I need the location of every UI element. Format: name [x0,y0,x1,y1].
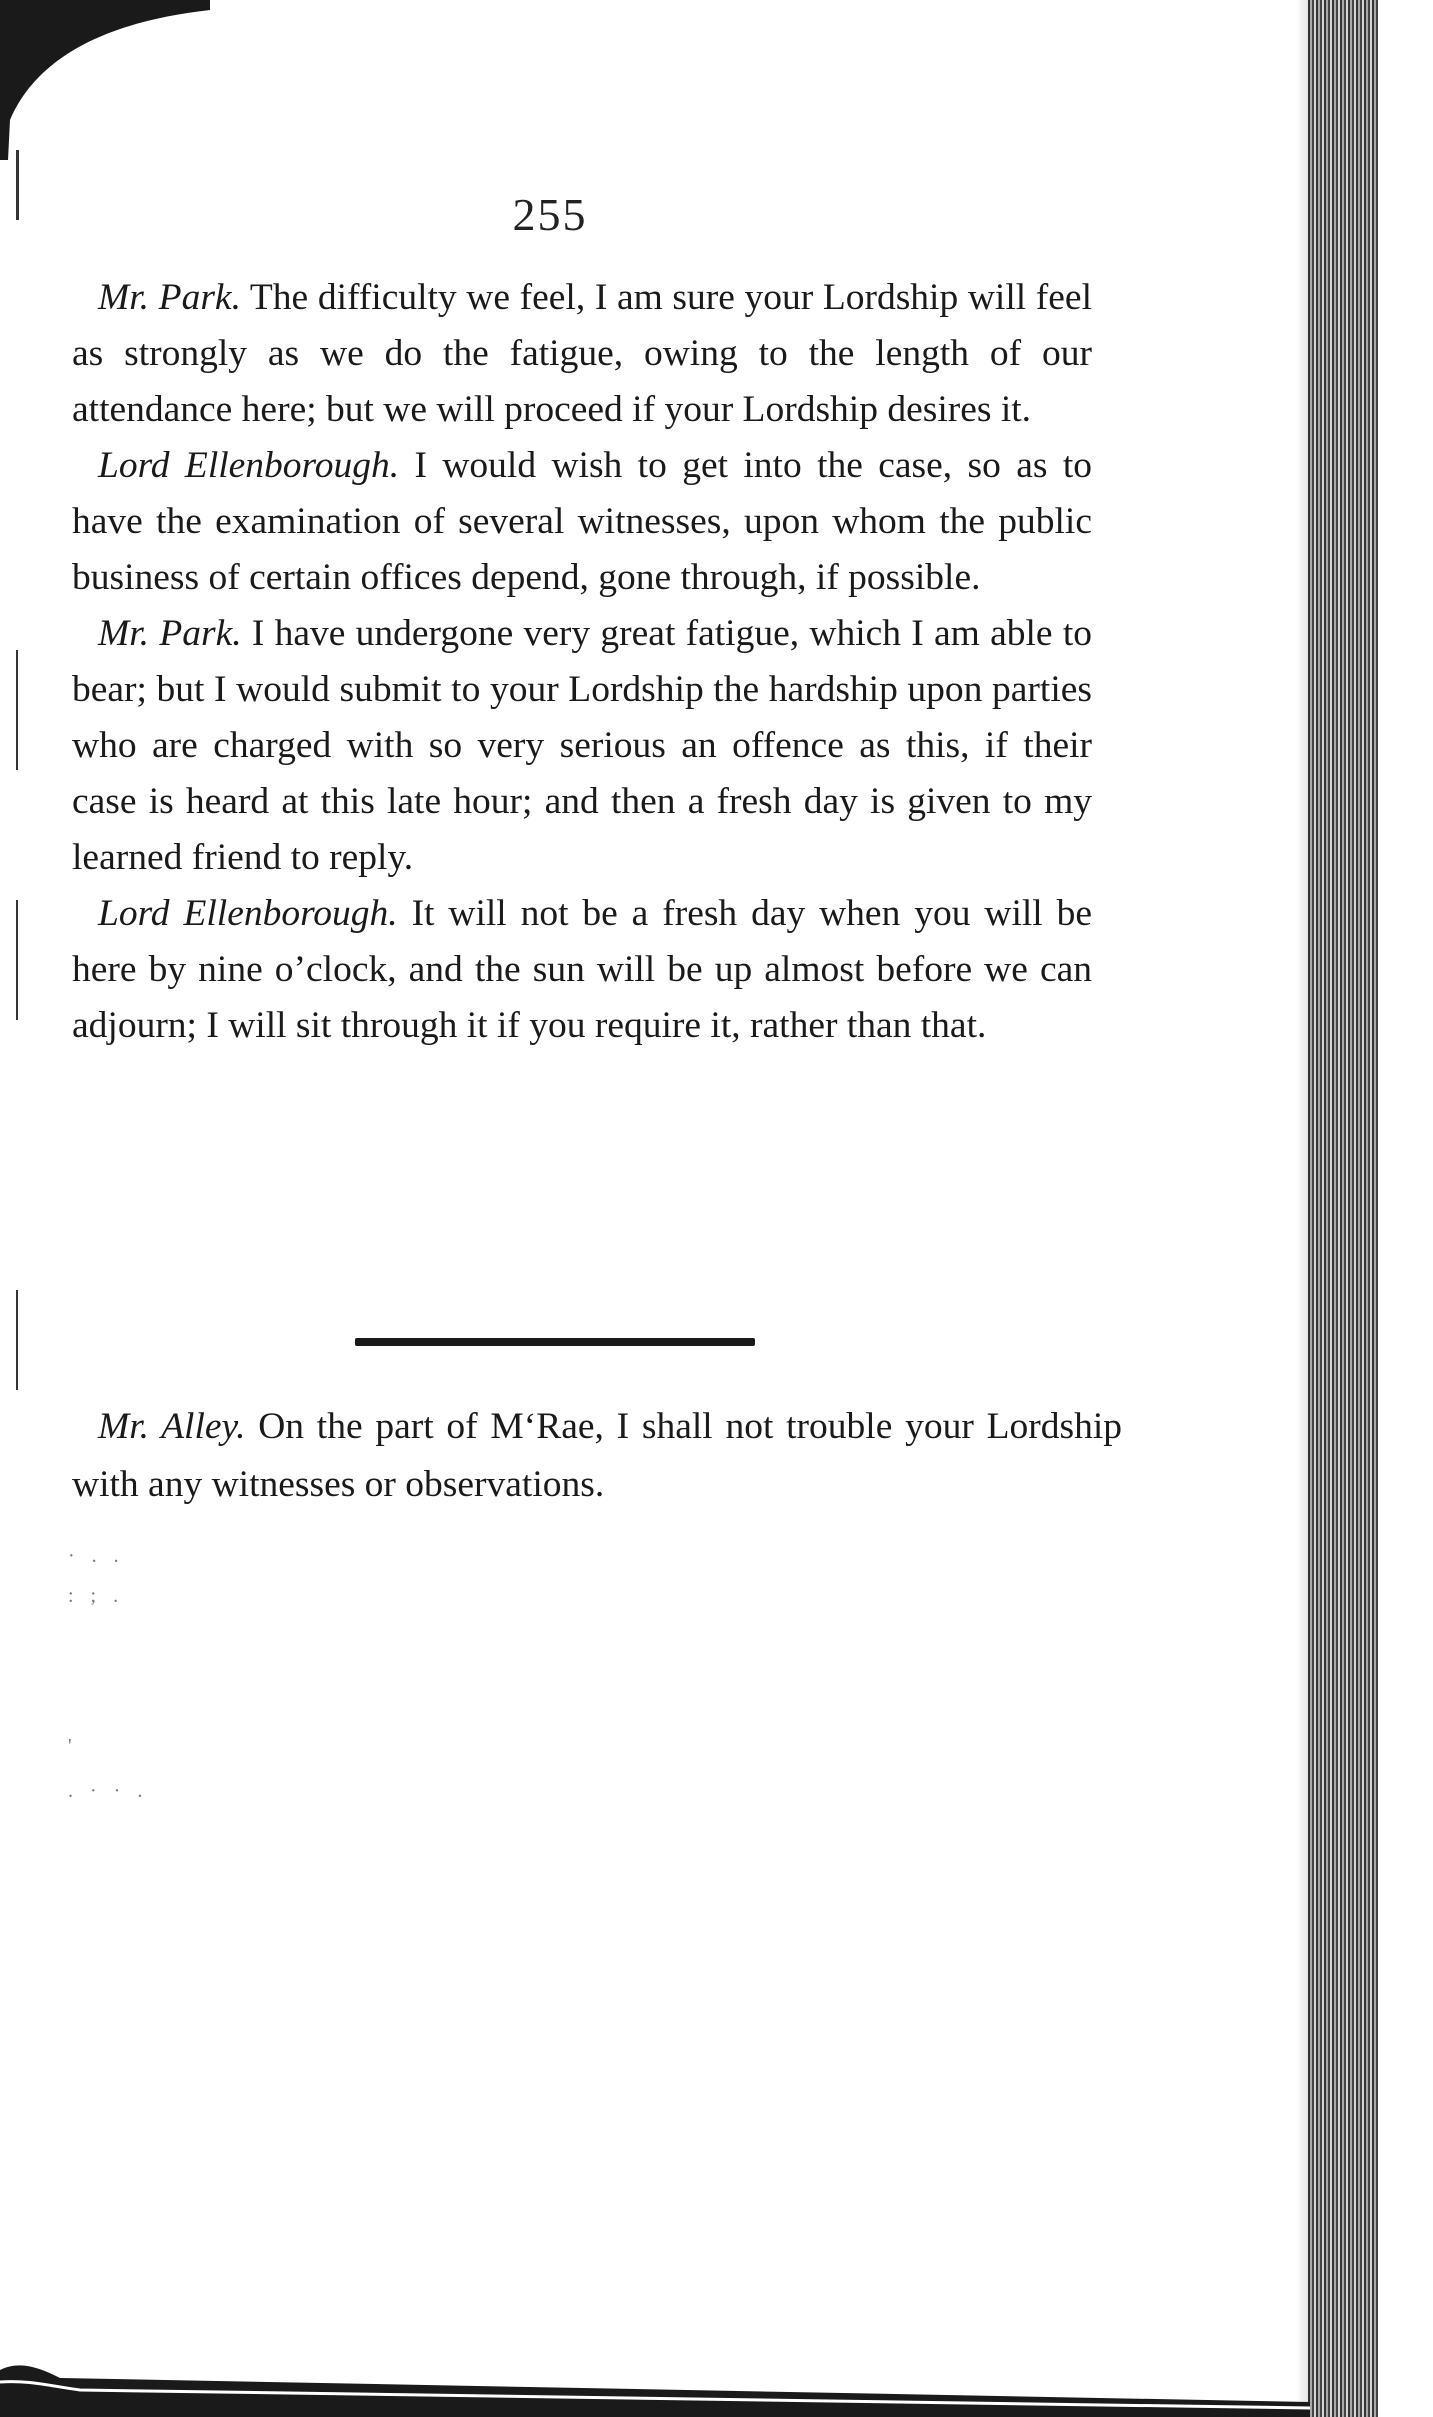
transcript-text [72,270,1092,1054]
speaker-name: Lord Ellenborough. [98,893,398,934]
margin-mark [16,900,18,1020]
dialogue-text: On the part of M‘Rae, I shall not trouble your Lordship with any witnesses or observations. [72,1406,1122,1505]
book-binding-edge [1308,0,1378,2417]
closing-statement [72,1398,1122,1514]
speaker-name: Mr. Alley. [98,1406,246,1447]
dialogue-paragraph [72,270,1092,438]
dialogue-paragraph [72,438,1092,606]
speaker-name: Lord Ellenborough. [98,445,400,486]
dialogue-text: The difficulty we feel, I am sure your Lordship will feel as strongly as we do the fatigue, owing to the length of our attendance here; but we will proceed if your Lordship desires it. [72,277,1092,430]
section-divider-rule [355,1338,755,1346]
dialogue-paragraph [72,1398,1122,1514]
margin-mark [16,1290,18,1390]
page-corner-flourish-top [0,0,210,160]
speaker-name: Mr. Park. [98,277,241,318]
binding-margin [1378,0,1433,2417]
page-edge-bottom [0,2320,1310,2417]
margin-mark [16,650,18,770]
dialogue-paragraph [72,886,1092,1054]
paper-specks: · . . [68,1545,125,1567]
paper-specks: : ; . [68,1585,125,1607]
dialogue-text: I have undergone very great fatigue, which I am able to bear; but I would submit to your Lordship the hardship upon parties who are charged with so very serious an offence as this, if their case is heard at this late hour; and then a fresh day is given to my learned friend to reply. [72,613,1092,878]
paper-specks: . · · . [68,1780,149,1802]
paper-specks: ' [68,1735,78,1757]
dialogue-text: It will not be a fresh day when you will be here by nine o’clock, and the sun will be up almost before we can adjourn; I will sit through it if you require it, rather than that. [72,893,1092,1046]
dialogue-paragraph [72,606,1092,886]
dialogue-text: I would wish to get into the case, so as to have the examination of several witnesses, upon whom the public business of certain offices depend, gone through, if possible. [72,445,1092,598]
page-number: 255 [512,189,588,240]
speaker-name: Mr. Park. [98,613,242,654]
